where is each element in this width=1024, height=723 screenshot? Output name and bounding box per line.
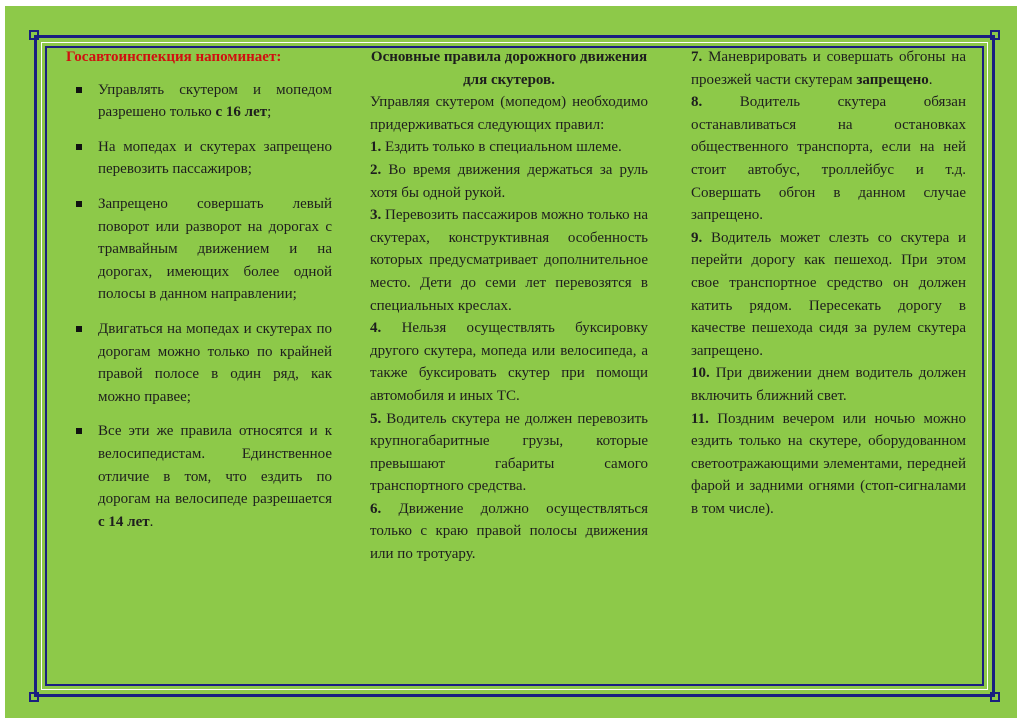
list-item: Все эти же правила относятся и к велосипедистам. Единственное отличие в том, что ездить по дорогам на велосипеде разрешается с 14 лет.	[66, 420, 332, 533]
rule-item: 11. Поздним вечером или ночью можно ездить только на скутере, оборудованном светоотражающими элементами, передней фарой и задними огнями (стоп-сигналами в том числе).	[691, 410, 966, 517]
corner-ornament	[990, 30, 1000, 40]
middle-intro: Управляя скутером (мопедом) необходимо придерживаться следующих правил:	[370, 94, 648, 133]
left-column	[66, 46, 332, 545]
rule-item: 8. Водитель скутера обязан останавливаться на остановках общественного транспорта, если на ней стоит автобус, троллейбус и т.д. Совершать обгон в данном случае запрещено.	[691, 94, 966, 224]
rule-item: 4. Нельзя осуществлять буксировку другого скутера, мопеда или велосипеда, а также буксировать скутер при помощи автомобиля и иных ТС.	[370, 320, 648, 404]
list-item: Двигаться на мопедах и скутерах по дорогам можно только по крайней правой полосе в один ряд, как можно правее;	[66, 318, 332, 408]
corner-ornament	[29, 692, 39, 702]
left-title: Госавтоинспекция напоминает:	[66, 49, 282, 65]
list-item: Запрещено совершать левый поворот или разворот на дорогах с трамвайным движением и на дорогах, имеющих более одной полосы в данном направлении;	[66, 193, 332, 306]
rule-item: 5. Водитель скутера не должен перевозить крупногабаритные грузы, которые превышают габариты самого транспортного средства.	[370, 410, 648, 495]
middle-column	[370, 46, 648, 566]
corner-ornament	[29, 30, 39, 40]
rule-item: 9. Водитель может слезть со скутера и перейти дорогу как пешеход. При этом свое транспортное средство он должен катить рядом. Пересекать дорогу в качестве пешехода сидя за рулем скутера запрещено.	[691, 229, 966, 359]
list-item: На мопедах и скутерах запрещено перевозить пассажиров;	[66, 136, 332, 181]
rule-item: 2. Во время движения держаться за руль хотя бы одной рукой.	[370, 161, 648, 201]
rule-item: 6. Движение должно осуществляться только с краю правой полосы движения или по тротуару.	[370, 500, 648, 563]
list-item: Управлять скутером и мопедом разрешено только с 16 лет;	[66, 79, 332, 124]
corner-ornament	[990, 692, 1000, 702]
rule-item: 1. Ездить только в специальном шлеме.	[370, 139, 622, 156]
rule-item: 7. Маневрировать и совершать обгоны на проезжей части скутерам запрещено.	[691, 49, 966, 88]
reminder-list	[66, 79, 332, 534]
rule-item: 10. При движении днем водитель должен включить ближний свет.	[691, 365, 966, 404]
right-column	[691, 46, 966, 520]
middle-title: Основные правила дорожного движения для скутеров.	[370, 49, 648, 88]
rule-item: 3. Перевозить пассажиров можно только на скутерах, конструктивная особенность которых предусматривает дополнительное место. Дети до семи лет перевозятся в специальных креслах.	[370, 207, 648, 314]
